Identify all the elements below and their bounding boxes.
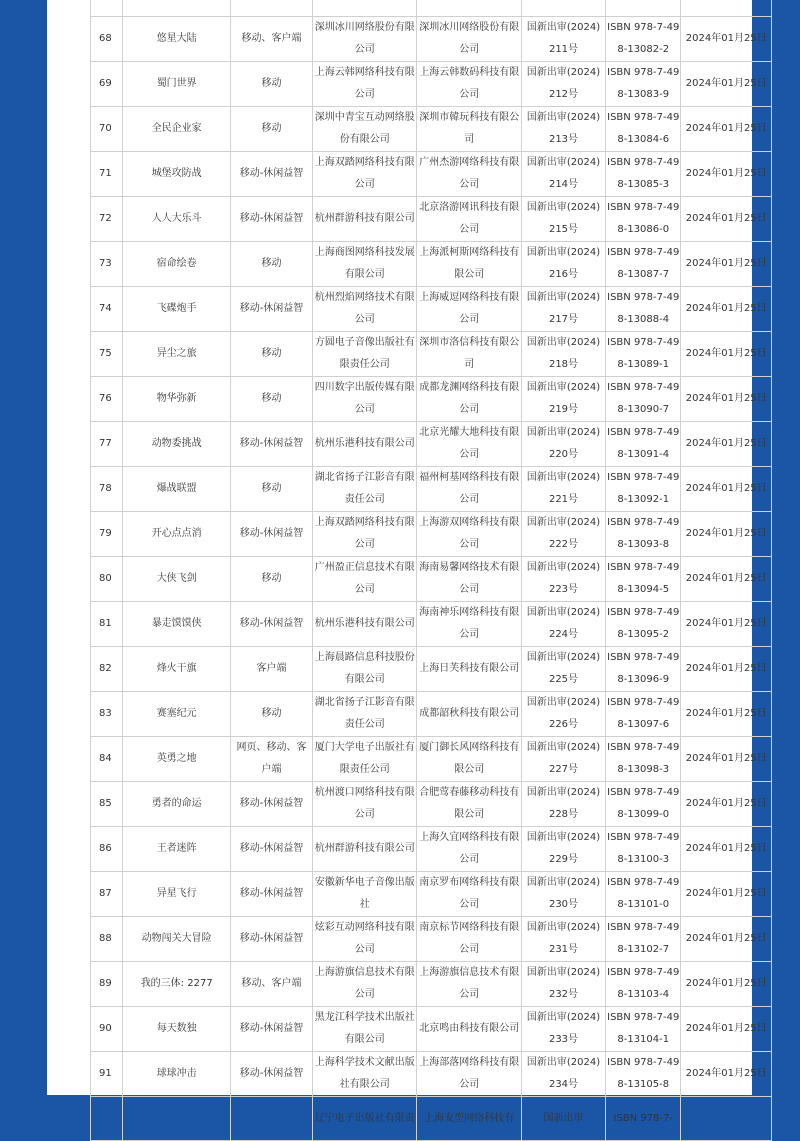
isbn-number: ISBN 978-7-498-13084-6 (606, 107, 681, 152)
row-number: 71 (91, 152, 123, 197)
publisher-unit: 厦门大学电子出版社有限责任公司 (312, 737, 417, 782)
table-row (91, 377, 772, 422)
approval-number: 国新出审(2024) 215号 (521, 197, 605, 242)
approval-number: 国新出审(2024) 226号 (521, 692, 605, 737)
row-number: 87 (91, 872, 123, 917)
isbn-number: ISBN 978-7-498-13088-4 (606, 287, 681, 332)
game-type (231, 0, 313, 17)
operator-unit: 深圳市韓玩科技有限公司 (417, 107, 522, 152)
table-row (91, 17, 772, 62)
approval-date: 2024年01月25日 (681, 467, 772, 512)
operator-unit: 南京标节网络科技有限公司 (417, 917, 522, 962)
table-row (91, 1097, 772, 1141)
table-row (91, 0, 772, 17)
game-type: 网页、移动、客户端 (231, 737, 313, 782)
approval-date: 2024年01月25日 (681, 197, 772, 242)
game-name: 城堡攻防战 (123, 152, 231, 197)
approval-number: 国新出审(2024) 220号 (521, 422, 605, 467)
row-number (91, 1097, 123, 1141)
publisher-unit: 上海双踏网络科技有限公司 (312, 512, 417, 557)
operator-unit: 海南易馨网络技术有限公司 (417, 557, 522, 602)
game-name: 我的三体: 2277 (123, 962, 231, 1007)
table-row (91, 827, 772, 872)
publisher-unit (312, 0, 417, 17)
approval-number: 国新出审(2024) 214号 (521, 152, 605, 197)
isbn-number: ISBN 978-7-498-13087-7 (606, 242, 681, 287)
approval-number (521, 0, 605, 17)
operator-unit: 上海云韩数码科技有限公司 (417, 62, 522, 107)
game-type: 移动-休闲益智 (231, 782, 313, 827)
operator-unit (417, 0, 522, 17)
operator-unit: 上海游双网络科技有限公司 (417, 512, 522, 557)
publisher-unit: 方圆电子音像出版社有限责任公司 (312, 332, 417, 377)
approval-number: 国新出审(2024) 224号 (521, 602, 605, 647)
approval-number: 国新出审(2024) 219号 (521, 377, 605, 422)
approval-number: 国新出审(2024) 228号 (521, 782, 605, 827)
table-row (91, 512, 772, 557)
game-type: 移动、客户端 (231, 17, 313, 62)
isbn-number: ISBN 978-7- (606, 1097, 681, 1141)
game-name: 王者迷阵 (123, 827, 231, 872)
isbn-number: ISBN 978-7-498-13086-0 (606, 197, 681, 242)
game-name: 暴走馍馍侠 (123, 602, 231, 647)
operator-unit: 上海游旗信息技术有限公司 (417, 962, 522, 1007)
publisher-unit: 炫彩互动网络科技有限公司 (312, 917, 417, 962)
publisher-unit: 广州盈正信息技术有限公司 (312, 557, 417, 602)
operator-unit: 上海友型网络科技有 (417, 1097, 522, 1141)
approval-number: 国新出审(2024) 229号 (521, 827, 605, 872)
game-type: 移动 (231, 107, 313, 152)
isbn-number: ISBN 978-7-498-13095-2 (606, 602, 681, 647)
approval-date: 2024年01月25日 (681, 152, 772, 197)
publisher-unit: 杭州烈焰网络技术有限公司 (312, 287, 417, 332)
game-type: 移动-休闲益智 (231, 827, 313, 872)
row-number: 84 (91, 737, 123, 782)
approval-date: 2024年01月25日 (681, 242, 772, 287)
table-row (91, 152, 772, 197)
row-number: 70 (91, 107, 123, 152)
game-type: 移动 (231, 557, 313, 602)
approval-date: 2024年01月25日 (681, 377, 772, 422)
operator-unit: 成都龙渊网络科技有限公司 (417, 377, 522, 422)
game-type: 移动-休闲益智 (231, 152, 313, 197)
approval-date: 2024年01月25日 (681, 647, 772, 692)
approval-number: 国新出审(2024) 225号 (521, 647, 605, 692)
isbn-number: ISBN 978-7-498-13091-4 (606, 422, 681, 467)
row-number: 80 (91, 557, 123, 602)
isbn-number: ISBN 978-7-498-13092-1 (606, 467, 681, 512)
table-row (91, 962, 772, 1007)
approval-number: 国新出审(2024) 234号 (521, 1052, 605, 1097)
isbn-number: ISBN 978-7-498-13105-8 (606, 1052, 681, 1097)
game-type: 移动-休闲益智 (231, 197, 313, 242)
row-number: 85 (91, 782, 123, 827)
game-type: 移动、客户端 (231, 962, 313, 1007)
table-row (91, 467, 772, 512)
approval-date: 2024年01月25日 (681, 557, 772, 602)
publisher-unit: 上海双踏网络科技有限公司 (312, 152, 417, 197)
approval-date: 2024年01月25日 (681, 1007, 772, 1052)
game-name: 动物闯关大冒险 (123, 917, 231, 962)
approval-date (681, 0, 772, 17)
row-number: 78 (91, 467, 123, 512)
row-number: 72 (91, 197, 123, 242)
row-number: 74 (91, 287, 123, 332)
isbn-number: ISBN 978-7-498-13085-3 (606, 152, 681, 197)
publisher-unit: 四川数字出版传媒有限公司 (312, 377, 417, 422)
row-number: 77 (91, 422, 123, 467)
publisher-unit: 黑龙江科学技术出版社有限公司 (312, 1007, 417, 1052)
game-name: 飞碟炮手 (123, 287, 231, 332)
isbn-number: ISBN 978-7-498-13100-3 (606, 827, 681, 872)
approval-number: 国新出审(2024) 230号 (521, 872, 605, 917)
game-approval-table (90, 0, 772, 1141)
game-type: 移动 (231, 692, 313, 737)
approval-number: 国新出审 (521, 1097, 605, 1141)
game-name: 蜀门世界 (123, 62, 231, 107)
operator-unit: 海南神乐网络科技有限公司 (417, 602, 522, 647)
row-number: 89 (91, 962, 123, 1007)
row-number: 73 (91, 242, 123, 287)
row-number: 69 (91, 62, 123, 107)
isbn-number: ISBN 978-7-498-13083-9 (606, 62, 681, 107)
isbn-number: ISBN 978-7-498-13104-1 (606, 1007, 681, 1052)
row-number (91, 0, 123, 17)
table-row (91, 332, 772, 377)
game-type: 移动-休闲益智 (231, 287, 313, 332)
game-name: 开心点点消 (123, 512, 231, 557)
table-row (91, 107, 772, 152)
approval-number: 国新出审(2024) 212号 (521, 62, 605, 107)
isbn-number: ISBN 978-7-498-13089-1 (606, 332, 681, 377)
game-name: 烽火干旗 (123, 647, 231, 692)
approval-date: 2024年01月25日 (681, 332, 772, 377)
operator-unit: 北京光耀大地科技有限公司 (417, 422, 522, 467)
approval-date: 2024年01月25日 (681, 1052, 772, 1097)
publisher-unit: 湖北省扬子江影音有限责任公司 (312, 467, 417, 512)
approval-date (681, 1097, 772, 1141)
approval-date: 2024年01月25日 (681, 422, 772, 467)
operator-unit: 上海日芙科技有限公司 (417, 647, 522, 692)
row-number: 68 (91, 17, 123, 62)
approval-date: 2024年01月25日 (681, 692, 772, 737)
table-row (91, 917, 772, 962)
table-row (91, 557, 772, 602)
isbn-number: ISBN 978-7-498-13101-0 (606, 872, 681, 917)
approval-number: 国新出审(2024) 232号 (521, 962, 605, 1007)
publisher-unit: 上海晨路信息科技股份有限公司 (312, 647, 417, 692)
publisher-unit: 上海科学技术文献出版社有限公司 (312, 1052, 417, 1097)
game-type: 移动 (231, 332, 313, 377)
row-number: 79 (91, 512, 123, 557)
game-type: 移动-休闲益智 (231, 422, 313, 467)
operator-unit: 上海派柯斯网络科技有限公司 (417, 242, 522, 287)
publisher-unit: 杭州乐港科技有限公司 (312, 422, 417, 467)
approval-date: 2024年01月25日 (681, 602, 772, 647)
approval-number: 国新出审(2024) 222号 (521, 512, 605, 557)
table-row (91, 647, 772, 692)
table-row (91, 782, 772, 827)
operator-unit: 厦门御长风网络科技有限公司 (417, 737, 522, 782)
game-name (123, 0, 231, 17)
game-type: 移动-休闲益智 (231, 512, 313, 557)
game-name: 悠星大陆 (123, 17, 231, 62)
game-name: 异星飞行 (123, 872, 231, 917)
operator-unit: 广州杰游网络科技有限公司 (417, 152, 522, 197)
approval-number: 国新出审(2024) 217号 (521, 287, 605, 332)
approval-date: 2024年01月25日 (681, 782, 772, 827)
game-name: 异尘之旅 (123, 332, 231, 377)
publisher-unit: 安徽新华电子音像出版社 (312, 872, 417, 917)
row-number: 82 (91, 647, 123, 692)
isbn-number: ISBN 978-7-498-13090-7 (606, 377, 681, 422)
isbn-number: ISBN 978-7-498-13098-3 (606, 737, 681, 782)
operator-unit: 成都韶秋科技有限公司 (417, 692, 522, 737)
isbn-number: ISBN 978-7-498-13099-0 (606, 782, 681, 827)
game-type: 移动-休闲益智 (231, 872, 313, 917)
row-number: 86 (91, 827, 123, 872)
approval-date: 2024年01月25日 (681, 512, 772, 557)
isbn-number (606, 0, 681, 17)
game-type (231, 1097, 313, 1141)
approval-date: 2024年01月25日 (681, 62, 772, 107)
game-name: 全民企业家 (123, 107, 231, 152)
game-type: 移动-休闲益智 (231, 1052, 313, 1097)
game-name: 大侠飞剑 (123, 557, 231, 602)
publisher-unit: 深圳中青宝互动网络股份有限公司 (312, 107, 417, 152)
publisher-unit: 辽宁电子出版社有限责 (312, 1097, 417, 1141)
approval-number: 国新出审(2024) 218号 (521, 332, 605, 377)
approval-number: 国新出审(2024) 213号 (521, 107, 605, 152)
game-type: 移动 (231, 467, 313, 512)
table-row (91, 1007, 772, 1052)
table-row (91, 872, 772, 917)
approval-date: 2024年01月25日 (681, 872, 772, 917)
row-number: 75 (91, 332, 123, 377)
publisher-unit: 上海游旗信息技术有限公司 (312, 962, 417, 1007)
game-name: 勇者的命运 (123, 782, 231, 827)
game-name: 人人大乐斗 (123, 197, 231, 242)
content-page (47, 0, 767, 1124)
isbn-number: ISBN 978-7-498-13102-7 (606, 917, 681, 962)
row-number: 91 (91, 1052, 123, 1097)
game-type: 移动 (231, 377, 313, 422)
approval-number: 国新出审(2024) 221号 (521, 467, 605, 512)
publisher-unit: 杭州渡口网络科技有限公司 (312, 782, 417, 827)
game-type: 移动 (231, 62, 313, 107)
approval-date: 2024年01月25日 (681, 737, 772, 782)
publisher-unit: 深圳冰川网络股份有限公司 (312, 17, 417, 62)
publisher-unit: 杭州群游科技有限公司 (312, 827, 417, 872)
operator-unit: 上海久宜网络科技有限公司 (417, 827, 522, 872)
table-row (91, 692, 772, 737)
table-row (91, 287, 772, 332)
publisher-unit: 杭州乐港科技有限公司 (312, 602, 417, 647)
game-name: 爆战联盟 (123, 467, 231, 512)
isbn-number: ISBN 978-7-498-13097-6 (606, 692, 681, 737)
table-row (91, 737, 772, 782)
operator-unit: 北京鸣由科技有限公司 (417, 1007, 522, 1052)
isbn-number: ISBN 978-7-498-13096-9 (606, 647, 681, 692)
operator-unit: 深圳冰川网络股份有限公司 (417, 17, 522, 62)
game-name (123, 1097, 231, 1141)
operator-unit: 合肥莺春藤移动科技有限公司 (417, 782, 522, 827)
publisher-unit: 上海云韩网络科技有限公司 (312, 62, 417, 107)
approval-date: 2024年01月25日 (681, 962, 772, 1007)
isbn-number: ISBN 978-7-498-13082-2 (606, 17, 681, 62)
table-row (91, 422, 772, 467)
game-name: 赛塞纪元 (123, 692, 231, 737)
table-row (91, 62, 772, 107)
game-type: 移动-休闲益智 (231, 917, 313, 962)
row-number: 90 (91, 1007, 123, 1052)
approval-number: 国新出审(2024) 223号 (521, 557, 605, 602)
row-number: 88 (91, 917, 123, 962)
operator-unit: 南京罗布网络科技有限公司 (417, 872, 522, 917)
operator-unit: 上海部落网络科技有限公司 (417, 1052, 522, 1097)
row-number: 83 (91, 692, 123, 737)
game-name: 英勇之地 (123, 737, 231, 782)
operator-unit: 福州柯基网络科技有限公司 (417, 467, 522, 512)
game-name: 球球冲击 (123, 1052, 231, 1097)
game-name: 物华弥新 (123, 377, 231, 422)
publisher-unit: 上海商图网络科技发展有限公司 (312, 242, 417, 287)
approval-number: 国新出审(2024) 211号 (521, 17, 605, 62)
publisher-unit: 湖北省扬子江影音有限责任公司 (312, 692, 417, 737)
game-type: 客户端 (231, 647, 313, 692)
approval-date: 2024年01月25日 (681, 917, 772, 962)
approval-date: 2024年01月25日 (681, 17, 772, 62)
table-body (91, 0, 772, 1141)
operator-unit: 上海威逗网络科技有限公司 (417, 287, 522, 332)
approval-number: 国新出审(2024) 233号 (521, 1007, 605, 1052)
game-name: 宿命绘卷 (123, 242, 231, 287)
game-name: 每天数独 (123, 1007, 231, 1052)
isbn-number: ISBN 978-7-498-13103-4 (606, 962, 681, 1007)
table-row (91, 197, 772, 242)
approval-number: 国新出审(2024) 231号 (521, 917, 605, 962)
row-number: 76 (91, 377, 123, 422)
table-row (91, 242, 772, 287)
operator-unit: 北京洛游网讯科技有限公司 (417, 197, 522, 242)
isbn-number: ISBN 978-7-498-13093-8 (606, 512, 681, 557)
operator-unit: 深圳市洛信科技有限公司 (417, 332, 522, 377)
publisher-unit: 杭州群游科技有限公司 (312, 197, 417, 242)
isbn-number: ISBN 978-7-498-13094-5 (606, 557, 681, 602)
row-number: 81 (91, 602, 123, 647)
approval-number: 国新出审(2024) 216号 (521, 242, 605, 287)
approval-date: 2024年01月25日 (681, 287, 772, 332)
game-name: 动物委挑战 (123, 422, 231, 467)
approval-date: 2024年01月25日 (681, 827, 772, 872)
table-row (91, 1052, 772, 1097)
approval-date: 2024年01月25日 (681, 107, 772, 152)
game-type: 移动-休闲益智 (231, 602, 313, 647)
game-type: 移动 (231, 242, 313, 287)
approval-number: 国新出审(2024) 227号 (521, 737, 605, 782)
game-type: 移动-休闲益智 (231, 1007, 313, 1052)
table-row (91, 602, 772, 647)
